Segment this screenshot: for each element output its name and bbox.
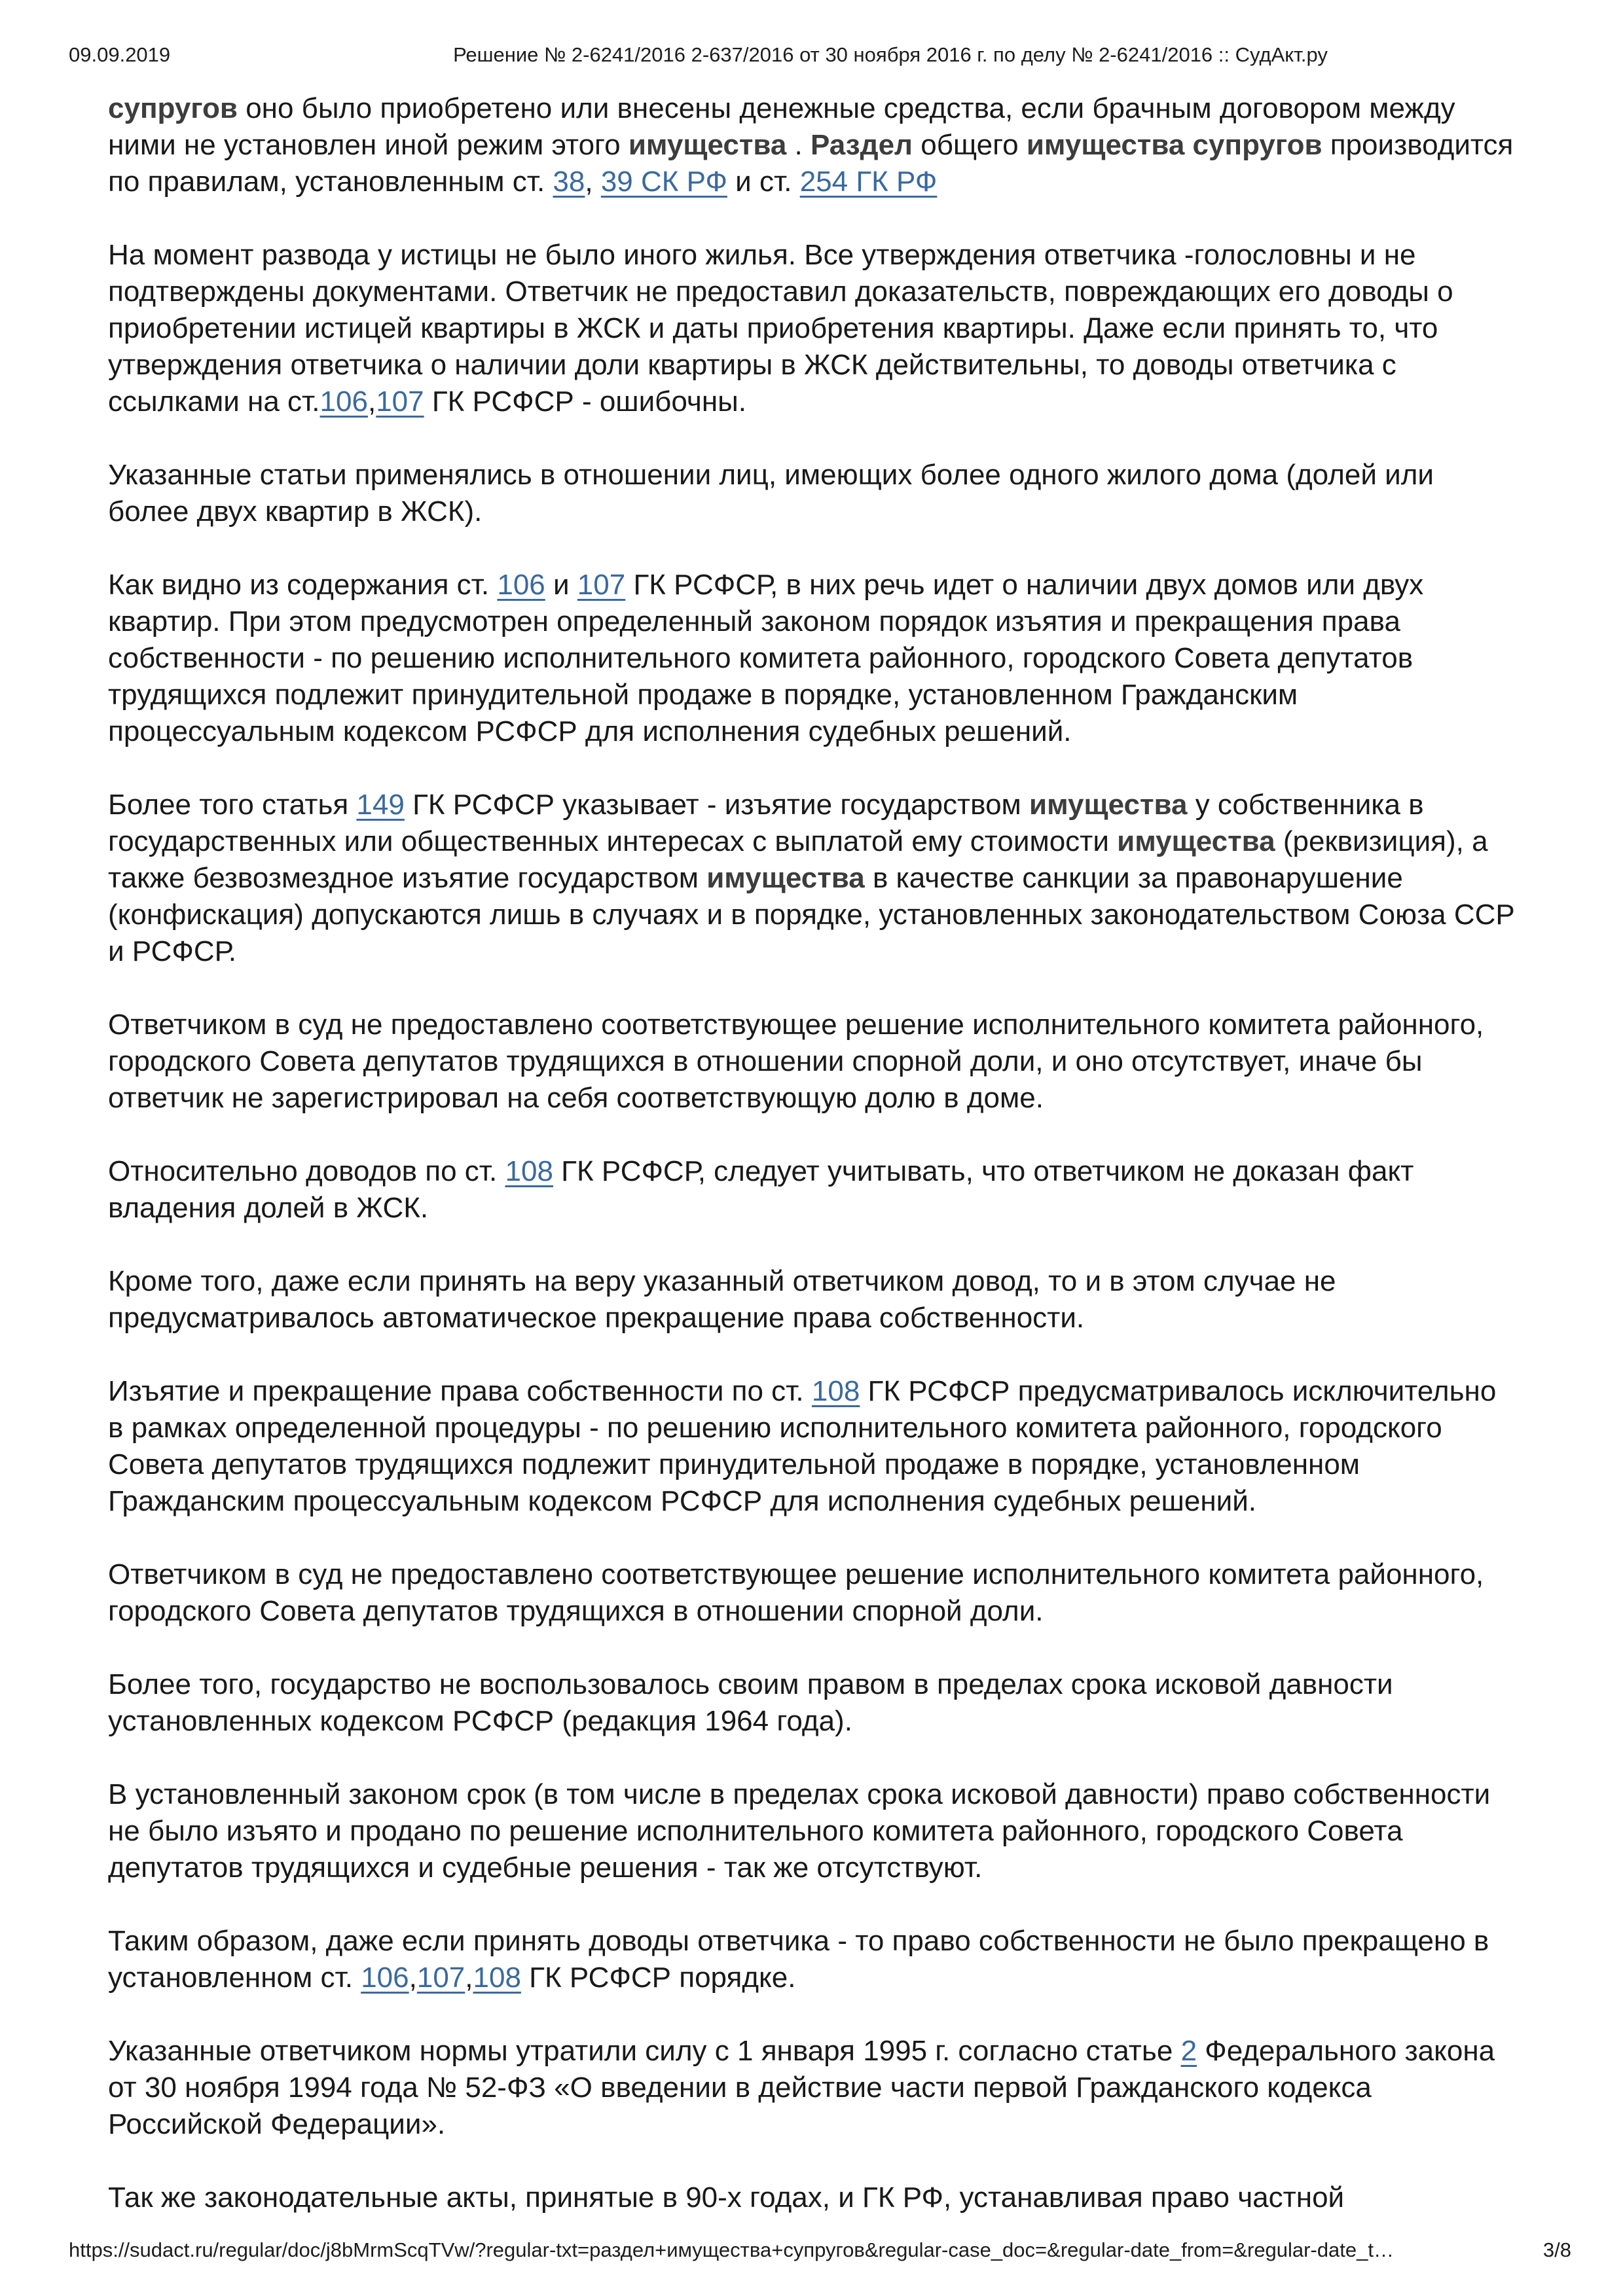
paragraph	[108, 567, 1515, 750]
statute-link[interactable]: 106	[319, 386, 368, 418]
paragraph	[108, 2179, 1515, 2216]
text-run: Более того, государство не воспользовалось своим правом в пределах срока исковой давности установленных кодексом РСФСР (редакция 1964 года).	[108, 1668, 1393, 1737]
text-run: ГК РСФСР порядке.	[520, 1962, 796, 1994]
bold-term: супругов	[108, 92, 238, 124]
text-run: (реквизиция), а также безвозмездное изъятие государством	[108, 825, 1488, 894]
bold-term: Раздел	[811, 129, 913, 161]
paragraph	[108, 1153, 1515, 1227]
text-run: ГК РСФСР - ошибочны.	[424, 386, 746, 418]
paragraph	[108, 1263, 1515, 1336]
bold-term: имущества	[1117, 825, 1275, 857]
statute-link[interactable]: 108	[473, 1962, 521, 1994]
statute-link[interactable]: 149	[356, 789, 405, 821]
statute-link[interactable]: 108	[811, 1375, 860, 1407]
statute-link[interactable]: 107	[416, 1962, 465, 1994]
text-run: и	[545, 569, 577, 601]
paragraph	[108, 457, 1515, 530]
statute-link[interactable]: 107	[577, 569, 626, 601]
text-run: ,	[585, 166, 601, 198]
paragraph	[108, 2033, 1515, 2143]
statute-link[interactable]: 107	[376, 386, 424, 418]
text-run: Указанные статьи применялись в отношении лиц, имеющих более одного жилого дома (долей или более двух квартир в ЖСК).	[108, 459, 1434, 528]
paragraph	[108, 90, 1515, 200]
paragraph	[108, 1666, 1515, 1740]
paragraph	[108, 237, 1515, 420]
source-url: https://sudact.ru/regular/doc/j8bMrmScqTVw/?regular-txt=раздел+имущества+супругов&regular-case_doc=&regular-date_from=&regular-date_t…	[69, 2238, 1395, 2261]
paragraph	[108, 1776, 1515, 1886]
text-run: Указанные ответчиком нормы утратили силу с 1 января 1995 г. согласно статье	[108, 2035, 1181, 2067]
statute-link[interactable]: 106	[361, 1962, 409, 1994]
text-run: Изъятие и прекращение права собственности по ст.	[108, 1375, 812, 1407]
statute-link[interactable]: 254 ГК РФ	[799, 166, 938, 198]
paragraph	[108, 1923, 1515, 1996]
text-run: ГК РСФСР, в них речь идет о наличии двух домов или двух квартир. При этом предусмотрен определенный законом порядок изъятия и прекращения права собственности - по решению исполнительного комитета районного, городского Совета депутатов трудящихся подлежит принудительной продаже в порядке, установленном Гражданским процессуальным кодексом РСФСР для исполнения судебных решений.	[108, 569, 1424, 747]
paragraph	[108, 1007, 1515, 1117]
text-run: .	[786, 129, 811, 161]
text-run: ГК РСФСР, следует учитывать, что ответчиком не доказан факт владения долей в ЖСК.	[108, 1155, 1414, 1224]
text-run: Как видно из содержания ст.	[108, 569, 498, 601]
paragraph	[108, 1373, 1515, 1520]
text-run: оно было приобретено или внесены денежные средства, если брачным договором между ними не установлен иной режим этого	[108, 92, 1455, 161]
statute-link[interactable]: 2	[1180, 2035, 1197, 2067]
text-run: Так же законодательные акты, принятые в 90-х годах, и ГК РФ, устанавливая право частной	[108, 2181, 1345, 2214]
text-run: Ответчиком в суд не предоставлено соответствующее решение исполнительного комитета районного, городского Совета депутатов трудящихся в отношении спорной доли.	[108, 1558, 1484, 1627]
page-number: 3/8	[1542, 2238, 1571, 2261]
text-run: Более того статья	[108, 789, 357, 821]
text-run: Кроме того, даже если принять на веру указанный ответчиком довод, то и в этом случае не предусматривалось автоматическое прекращение права собственности.	[108, 1265, 1336, 1334]
text-run: общего	[913, 129, 1027, 161]
bold-term: имущества супругов	[1026, 129, 1322, 161]
document-body	[0, 90, 1623, 2253]
text-run: В установленный законом срок (в том числе в пределах срока исковой давности) право собственности не было изъято и продано по решение исполнительного комитета районного, городского Совета депутатов трудящихся и судебные решения - так же отсутствуют.	[108, 1778, 1491, 1884]
bold-term: имущества	[1029, 789, 1188, 821]
text-run: у собственника в государственных или общественных интересах с выплатой ему стоимости	[108, 789, 1424, 857]
statute-link[interactable]: 39 СК РФ	[600, 166, 727, 198]
text-run: Ответчиком в суд не предоставлено соответствующее решение исполнительного комитета районного, городского Совета депутатов трудящихся в отношении спорной доли, и оно отсутствует, иначе бы ответчик не зарегистрировал на себя соответствующую долю в доме.	[108, 1009, 1484, 1114]
text-run: ГК РСФСР предусматривалось исключительно в рамках определенной процедуры - по решению исполнительного комитета районного, городского Совета депутатов трудящихся подлежит принудительной продаже в порядке, установленном Гражданским процессуальным кодексом РСФСР для исполнения судебных решений.	[108, 1375, 1497, 1517]
text-run: ,	[367, 386, 376, 418]
text-run: и ст.	[727, 166, 800, 198]
text-run: в качестве санкции за правонарушение (конфискация) допускаются лишь в случаях и в порядке, установленных законодательством Союза ССР и РСФСР.	[108, 862, 1515, 967]
print-footer	[0, 2237, 1623, 2263]
text-run: ,	[465, 1962, 473, 1994]
text-run: Относительно доводов по ст.	[108, 1155, 505, 1187]
document-title: Решение № 2-6241/2016 2-637/2016 от 30 ноября 2016 г. по делу № 2-6241/2016 :: СудАкт.ру	[453, 43, 1328, 66]
statute-link[interactable]: 106	[497, 569, 545, 601]
text-run: Таким образом, даже если принять доводы ответчика - то право собственности не было прекращено в установленном ст.	[108, 1925, 1489, 1994]
text-run: На момент развода у истицы не было иного жилья. Все утверждения ответчика -голословны и не подтверждены документами. Ответчик не предоставил доказательств, повреждающих его доводы о приобретении истицей квартиры в ЖСК и даты приобретения квартиры. Даже если принять то, что утверждения ответчика о наличии доли квартиры в ЖСК действительны, то доводы ответчика с ссылками на ст.	[108, 239, 1453, 418]
print-date: 09.09.2019	[69, 43, 171, 66]
text-run: Федерального закона от 30 ноября 1994 года № 52-ФЗ «О введении в действие части первой Гражданского кодекса Российской Федерации».	[108, 2035, 1495, 2140]
text-run: ,	[409, 1962, 417, 1994]
bold-term: имущества	[628, 129, 787, 161]
statute-link[interactable]: 108	[505, 1155, 553, 1187]
print-header	[0, 42, 1623, 68]
statute-link[interactable]: 38	[553, 166, 585, 198]
text-run: производится по правилам, установленным ст.	[108, 129, 1514, 198]
text-run: ГК РСФСР указывает - изъятие государством	[404, 789, 1030, 821]
paragraph	[108, 1556, 1515, 1630]
bold-term: имущества	[706, 862, 865, 894]
paragraph	[108, 787, 1515, 970]
